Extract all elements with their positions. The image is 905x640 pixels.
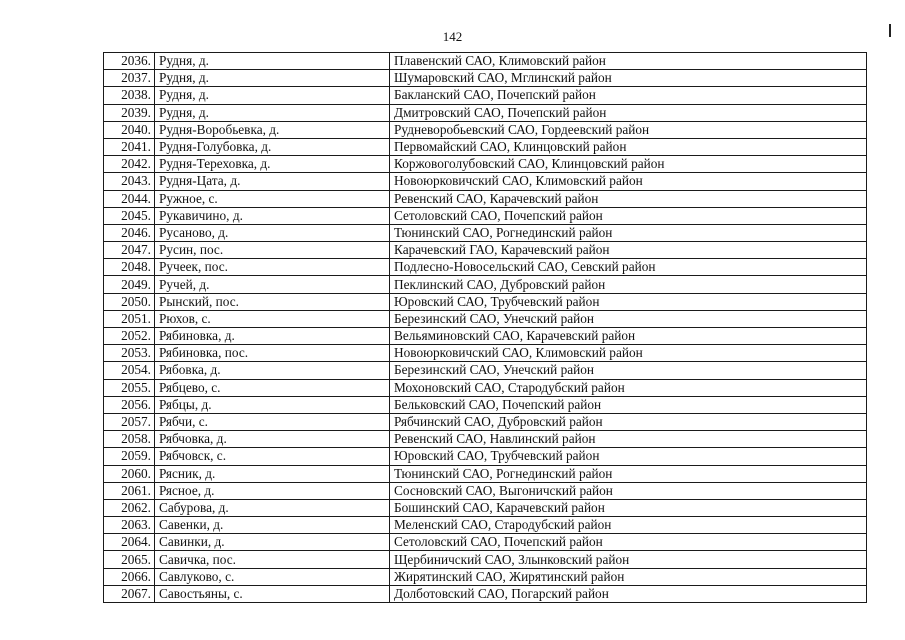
table-row — [104, 70, 867, 87]
row-number: 2040. — [104, 121, 155, 138]
row-number: 2056. — [104, 396, 155, 413]
table-row — [104, 121, 867, 138]
settlement-name: Ружное, с. — [155, 190, 390, 207]
table-row — [104, 551, 867, 568]
settlements-table-body — [104, 53, 867, 603]
administrative-unit: Мохоновский САО, Стародубский район — [390, 379, 867, 396]
settlement-name: Рудня, д. — [155, 53, 390, 70]
administrative-unit: Новоюрковичский САО, Климовский район — [390, 345, 867, 362]
row-number: 2049. — [104, 276, 155, 293]
table-row — [104, 156, 867, 173]
settlement-name: Рябцы, д. — [155, 396, 390, 413]
administrative-unit: Подлесно-Новосельский САО, Севский район — [390, 259, 867, 276]
settlement-name: Рясник, д. — [155, 465, 390, 482]
row-number: 2066. — [104, 568, 155, 585]
table-row — [104, 138, 867, 155]
settlement-name: Ручей, д. — [155, 276, 390, 293]
administrative-unit: Рябчинский САО, Дубровский район — [390, 413, 867, 430]
administrative-unit: Новоюрковичский САО, Климовский район — [390, 173, 867, 190]
settlement-name: Савичка, пос. — [155, 551, 390, 568]
administrative-unit: Меленский САО, Стародубский район — [390, 517, 867, 534]
settlement-name: Рукавичино, д. — [155, 207, 390, 224]
table-row — [104, 104, 867, 121]
row-number: 2041. — [104, 138, 155, 155]
row-number: 2042. — [104, 156, 155, 173]
table-row — [104, 328, 867, 345]
row-number: 2048. — [104, 259, 155, 276]
settlement-name: Савлуково, с. — [155, 568, 390, 585]
scan-edge-mark — [889, 24, 891, 37]
table-row — [104, 242, 867, 259]
table-row — [104, 259, 867, 276]
table-row — [104, 396, 867, 413]
administrative-unit: Бакланский САО, Почепский район — [390, 87, 867, 104]
settlement-name: Рудня-Цата, д. — [155, 173, 390, 190]
settlement-name: Рудня, д. — [155, 104, 390, 121]
table-row — [104, 345, 867, 362]
row-number: 2039. — [104, 104, 155, 121]
row-number: 2054. — [104, 362, 155, 379]
settlement-name: Рудня-Тереховка, д. — [155, 156, 390, 173]
table-row — [104, 568, 867, 585]
administrative-unit: Тюнинский САО, Рогнединский район — [390, 465, 867, 482]
table-row — [104, 585, 867, 602]
table-row — [104, 499, 867, 516]
row-number: 2055. — [104, 379, 155, 396]
administrative-unit: Березинский САО, Унечский район — [390, 310, 867, 327]
table-row — [104, 448, 867, 465]
settlement-name: Рябчовка, д. — [155, 431, 390, 448]
administrative-unit: Ревенский САО, Карачевский район — [390, 190, 867, 207]
table-row — [104, 534, 867, 551]
row-number: 2043. — [104, 173, 155, 190]
administrative-unit: Первомайский САО, Клинцовский район — [390, 138, 867, 155]
table-row — [104, 87, 867, 104]
table-row — [104, 517, 867, 534]
administrative-unit: Тюнинский САО, Рогнединский район — [390, 224, 867, 241]
settlement-name: Савостьяны, с. — [155, 585, 390, 602]
administrative-unit: Долботовский САО, Погарский район — [390, 585, 867, 602]
table-row — [104, 207, 867, 224]
settlement-name: Рынский, пос. — [155, 293, 390, 310]
row-number: 2047. — [104, 242, 155, 259]
administrative-unit: Ревенский САО, Навлинский район — [390, 431, 867, 448]
administrative-unit: Щербиничский САО, Злынковский район — [390, 551, 867, 568]
row-number: 2057. — [104, 413, 155, 430]
settlement-name: Рюхов, с. — [155, 310, 390, 327]
row-number: 2064. — [104, 534, 155, 551]
row-number: 2037. — [104, 70, 155, 87]
row-number: 2062. — [104, 499, 155, 516]
table-row — [104, 465, 867, 482]
row-number: 2067. — [104, 585, 155, 602]
settlement-name: Рудня-Воробьевка, д. — [155, 121, 390, 138]
row-number: 2063. — [104, 517, 155, 534]
administrative-unit: Карачевский ГАО, Карачевский район — [390, 242, 867, 259]
row-number: 2050. — [104, 293, 155, 310]
settlement-name: Русин, пос. — [155, 242, 390, 259]
row-number: 2060. — [104, 465, 155, 482]
table-row — [104, 293, 867, 310]
settlement-name: Сабурова, д. — [155, 499, 390, 516]
settlement-name: Рудня, д. — [155, 87, 390, 104]
settlements-table — [103, 52, 867, 603]
table-row — [104, 379, 867, 396]
table-row — [104, 482, 867, 499]
administrative-unit: Коржовоголубовский САО, Клинцовский район — [390, 156, 867, 173]
table-row — [104, 413, 867, 430]
administrative-unit: Жирятинский САО, Жирятинский район — [390, 568, 867, 585]
settlement-name: Рябчовск, с. — [155, 448, 390, 465]
settlement-name: Рябиновка, д. — [155, 328, 390, 345]
settlement-name: Рябцево, с. — [155, 379, 390, 396]
administrative-unit: Шумаровский САО, Мглинский район — [390, 70, 867, 87]
settlement-name: Ручеек, пос. — [155, 259, 390, 276]
row-number: 2044. — [104, 190, 155, 207]
table-row — [104, 224, 867, 241]
table-row — [104, 431, 867, 448]
administrative-unit: Вельяминовский САО, Карачевский район — [390, 328, 867, 345]
settlement-name: Рудня-Голубовка, д. — [155, 138, 390, 155]
administrative-unit: Сосновский САО, Выгоничский район — [390, 482, 867, 499]
administrative-unit: Березинский САО, Унечский район — [390, 362, 867, 379]
administrative-unit: Бошинский САО, Карачевский район — [390, 499, 867, 516]
settlement-name: Савинки, д. — [155, 534, 390, 551]
settlement-name: Савенки, д. — [155, 517, 390, 534]
row-number: 2036. — [104, 53, 155, 70]
row-number: 2046. — [104, 224, 155, 241]
administrative-unit: Юровский САО, Трубчевский район — [390, 293, 867, 310]
administrative-unit: Юровский САО, Трубчевский район — [390, 448, 867, 465]
row-number: 2058. — [104, 431, 155, 448]
administrative-unit: Бельковский САО, Почепский район — [390, 396, 867, 413]
settlement-name: Рудня, д. — [155, 70, 390, 87]
row-number: 2061. — [104, 482, 155, 499]
table-row — [104, 190, 867, 207]
table-row — [104, 53, 867, 70]
row-number: 2045. — [104, 207, 155, 224]
row-number: 2052. — [104, 328, 155, 345]
page-number: 142 — [442, 29, 463, 44]
administrative-unit: Рудневоробьевский САО, Гордеевский район — [390, 121, 867, 138]
settlement-name: Русаново, д. — [155, 224, 390, 241]
row-number: 2038. — [104, 87, 155, 104]
administrative-unit: Пеклинский САО, Дубровский район — [390, 276, 867, 293]
settlement-name: Рясное, д. — [155, 482, 390, 499]
settlement-name: Рябовка, д. — [155, 362, 390, 379]
row-number: 2051. — [104, 310, 155, 327]
table-row — [104, 310, 867, 327]
row-number: 2059. — [104, 448, 155, 465]
settlement-name: Рябиновка, пос. — [155, 345, 390, 362]
administrative-unit: Сетоловский САО, Почепский район — [390, 207, 867, 224]
row-number: 2065. — [104, 551, 155, 568]
settlement-name: Рябчи, с. — [155, 413, 390, 430]
administrative-unit: Дмитровский САО, Почепский район — [390, 104, 867, 121]
administrative-unit: Сетоловский САО, Почепский район — [390, 534, 867, 551]
table-row — [104, 173, 867, 190]
row-number: 2053. — [104, 345, 155, 362]
administrative-unit: Плавенский САО, Климовский район — [390, 53, 867, 70]
table-row — [104, 362, 867, 379]
table-row — [104, 276, 867, 293]
